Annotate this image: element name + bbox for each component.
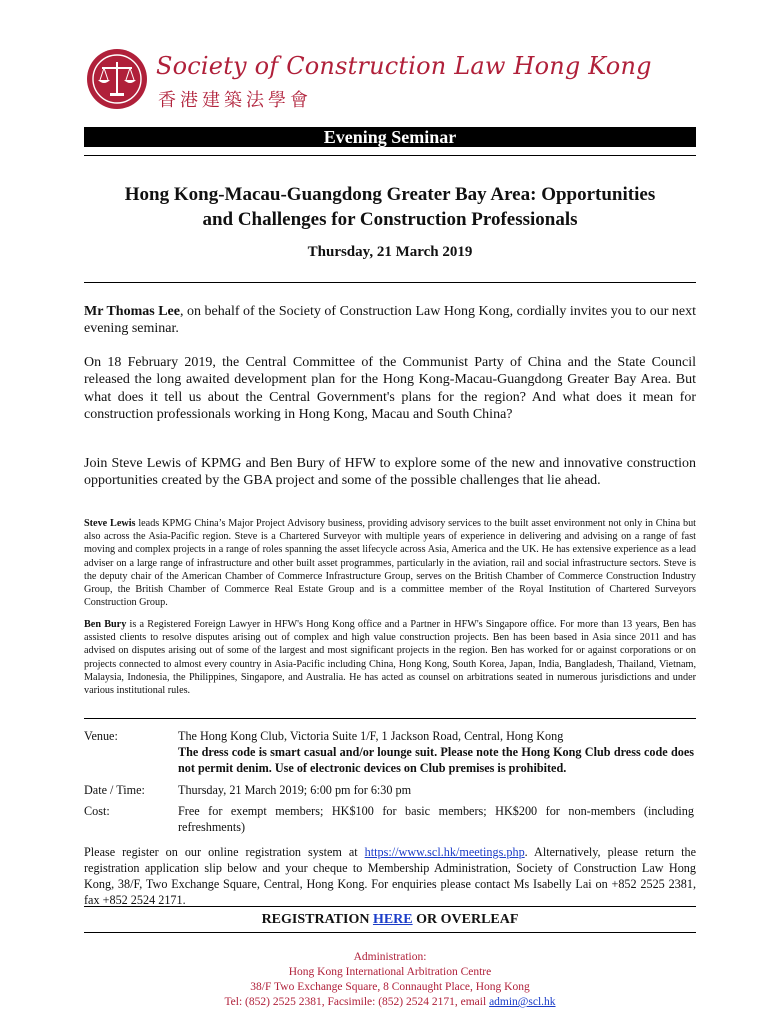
speaker-name: Steve Lewis	[84, 518, 136, 529]
divider	[84, 282, 696, 283]
registration-banner-after: OR OVERLEAF	[412, 912, 519, 927]
venue-label: Venue:	[84, 729, 118, 743]
intro-paragraph	[84, 303, 696, 338]
speaker-bio-steve-lewis	[84, 517, 696, 609]
scales-of-justice-icon	[86, 48, 148, 110]
org-logo	[86, 48, 686, 118]
footer-contact	[84, 995, 696, 1010]
divider	[84, 155, 696, 156]
venue-details	[178, 728, 694, 776]
cost-label: Cost:	[84, 804, 110, 818]
seminar-title-line2: and Challenges for Construction Professionals	[202, 209, 578, 230]
venue-value: The Hong Kong Club, Victoria Suite 1/F, 1 Jackson Road, Central, Hong Kong	[178, 729, 564, 743]
speaker-bio-ben-bury	[84, 618, 696, 697]
divider	[84, 718, 696, 719]
speaker-bio: leads KPMG China’s Major Project Advisory business, providing advisory services to the built asset environment not only in China but also across the Asia-Pacific region. Steve is a Chartered Surveyor with multiple years of experience in delivering and advising on a range of fast moving and complex projects in a range of roles spanning the asset lifecycle across Asia, America and the UK. He has extensive experience as a lead adviser on a large range of infrastructure and other built asset programmes, particularly in the aviation, rail and social infrastructure sectors. Steve is the deputy chair of the American Chamber of Commerce Infrastructure Group, serves on the British Chamber of Commerce Construction Industry Group, the British Chamber of Commerce Real Estate Group and is a committee member of the Royal Institution of Chartered Surveyors Construction Group.	[84, 518, 696, 609]
datetime-label: Date / Time:	[84, 783, 145, 797]
registration-here-link[interactable]: HERE	[372, 912, 413, 927]
org-name-english: Society of Construction Law Hong Kong	[156, 52, 652, 80]
registration-text-before: Please register on our online registration system at	[84, 845, 365, 859]
host-text: , on behalf of the Society of Construction Law Hong Kong, cordially invites you to our next evening seminar.	[84, 304, 697, 337]
evening-seminar-banner: Evening Seminar	[84, 127, 696, 147]
registration-banner-before: REGISTRATION	[261, 912, 373, 927]
seminar-title-line1: Hong Kong-Macau-Guangdong Greater Bay Area: Opportunities	[124, 184, 656, 205]
registration-link[interactable]: https://www.scl.hk/meetings.php	[364, 845, 525, 859]
registration-paragraph	[84, 844, 696, 908]
dress-code-note: The dress code is smart casual and/or lounge suit. Please note the Hong Kong Club dress code does not permit denim. Use of electronic devices on Club premises is prohibited.	[178, 745, 694, 775]
org-name-chinese: 香港建築法學會	[158, 90, 312, 111]
host-name: Mr Thomas Lee	[84, 304, 180, 319]
speaker-name: Ben Bury	[84, 619, 127, 630]
speaker-bio: is a Registered Foreign Lawyer in HFW's Hong Kong office and a Partner in HFW's Singapore office. For more than 13 years, Ben has assisted clients to resolve disputes arising out of complex and high value construction projects. Ben has been based in Asia since 2011 and has advised on disputes arising out of some of the largest and most significant projects in the region. Ben has worked for or against corporations or on projects connected to almost every country in Asia-Pacific including China, Hong Kong, South Korea, Japan, India, Bangladesh, Thailand, Vietnam, Malaysia, Indonesia, the Philippines, Singapore, and Australia. He has acted as counsel on arbitrations seated in numerous jurisdictions and under various institutional rules.	[84, 619, 697, 697]
registration-banner	[84, 912, 696, 928]
divider	[84, 932, 696, 933]
background-paragraph: On 18 February 2019, the Central Committee of the Communist Party of China and the State Council released the long awaited development plan for the Hong Kong-Macau-Guangdong Greater Bay Area. But what does it tell us about the Central Government's plans for the region? And what does it mean for construction professionals working in Hong Kong, Macau and South China?	[84, 355, 696, 422]
footer-line1: Administration:	[353, 951, 427, 963]
footer-line2: Hong Kong International Arbitration Centre	[288, 966, 492, 978]
seminar-title	[84, 182, 696, 232]
speakers-paragraph: Join Steve Lewis of KPMG and Ben Bury of HFW to explore some of the new and innovative construction opportunities created by the GBA project and some of the possible challenges that lie ahead.	[84, 456, 696, 489]
seminar-date: Thursday, 21 March 2019	[307, 244, 473, 260]
registration-text-after: . Alternatively, please return the registration application slip below and your cheque to Membership Administration, Society of Construction Law Hong Kong, 38/F, Two Exchange Square, Central, Hong Kong. For enquiries please contact Ms Isabelly Lai on +852 2525 2381, fax +852 2524 2171.	[84, 845, 696, 907]
footer-line3: 38/F Two Exchange Square, 8 Connaught Place, Hong Kong	[250, 981, 530, 993]
footer-email-link[interactable]: admin@scl.hk	[489, 996, 556, 1008]
footer-line4: Tel: (852) 2525 2381, Facsimile: (852) 2524 2171, email	[224, 996, 490, 1008]
cost-value: Free for exempt members; HK$100 for basic members; HK$200 for non-members (including refreshments)	[178, 804, 694, 834]
footer-administration	[84, 950, 696, 1010]
divider	[84, 906, 696, 907]
datetime-value: Thursday, 21 March 2019; 6:00 pm for 6:30 pm	[178, 783, 412, 797]
